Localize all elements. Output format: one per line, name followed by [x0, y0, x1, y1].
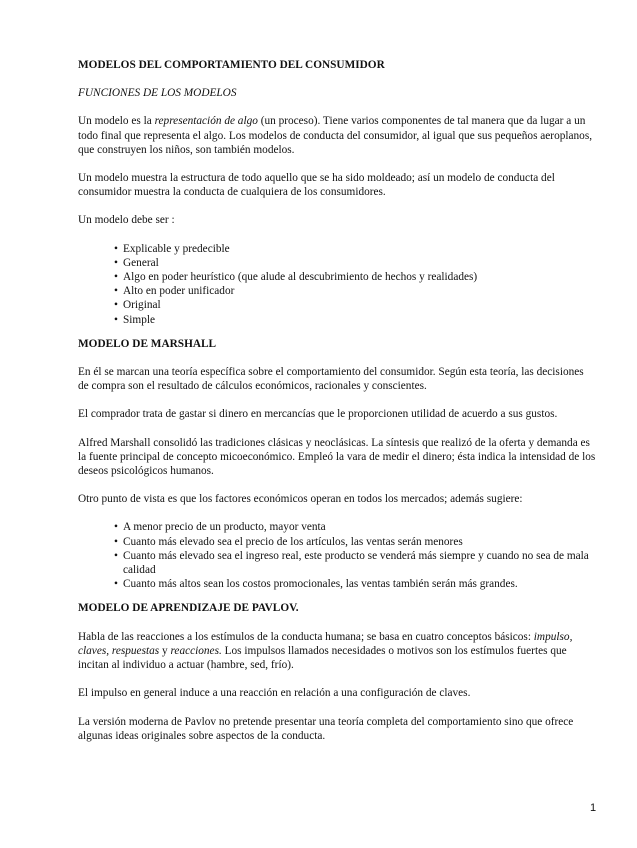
- marshall-suggestions-list: [78, 520, 596, 591]
- paragraph-intro-1: Un modelo es la representación de algo (un proceso). Tiene varios componentes de tal manera que da lugar a un todo final que representa el algo. Los modelos de conducta del consumidor, al igual que sus pequeños aeroplanos, que construyen los niños, son también modelos.: [78, 115, 593, 156]
- list-item: • Cuanto más altos sean los costos promocionales, las ventas también serán más grandes.: [115, 577, 596, 591]
- heading-marshall: MODELO DE MARSHALL: [78, 337, 217, 350]
- list-item: • Cuanto más elevado sea el ingreso real, este producto se venderá más siempre y cuando no sea de mala calidad: [115, 549, 596, 577]
- paragraph-marshall-3: Alfred Marshall consolidó las tradiciones clásicas y neoclásicas. La síntesis que realizó de la oferta y demanda es la fuente principal de concepto micoeconómico. Empleó la vara de medir el dinero; ésta indica la intensidad de los deseos psicológicos humanos.: [78, 436, 596, 478]
- section-subtitle-funciones: FUNCIONES DE LOS MODELOS: [78, 87, 237, 100]
- paragraph-marshall-1: En él se marcan una teoría específica sobre el comportamiento del consumidor. Según esta teoría, las decisiones de compra son el resultado de cálculos económicos, racionales y conscientes.: [78, 366, 584, 393]
- list-item: • Explicable y predecible: [115, 242, 596, 256]
- model-requirements-list: [78, 242, 596, 327]
- paragraph-pavlov-1: Habla de las reacciones a los estímulos de la conducta humana; se basa en cuatro conceptos básicos: impulso, claves, respuestas y reacciones. Los impulsos llamados necesidades o motivos son los estímulos fuertes que incitan al individuo a actuar (hambre, sed, frío).: [78, 630, 573, 672]
- paragraph-intro-2: Un modelo muestra la estructura de todo aquello que se ha sido moldeado; así un modelo de conducta del consumidor muestra la conducta de cualquiera de los consumidores.: [78, 172, 555, 199]
- list-item: • Simple: [115, 313, 596, 327]
- heading-pavlov: MODELO DE APRENDIZAJE DE PAVLOV.: [78, 602, 299, 615]
- document-title: MODELOS DEL COMPORTAMIENTO DEL CONSUMIDOR: [78, 59, 385, 71]
- paragraph-marshall-2: El comprador trata de gastar si dinero en mercancías que le proporcionen utilidad de acuerdo a sus gustos.: [78, 408, 558, 421]
- list-item: • General: [115, 256, 596, 270]
- paragraph-marshall-4: Otro punto de vista es que los factores económicos operan en todos los mercados; además sugiere:: [78, 493, 523, 506]
- list-item: • Alto en poder unificador: [115, 284, 596, 298]
- paragraph-pavlov-3: La versión moderna de Pavlov no pretende presentar una teoría completa del comportamiento sino que ofrece algunas ideas originales sobre aspectos de la conducta.: [78, 715, 574, 742]
- document-page: [78, 58, 596, 743]
- list-item: • Cuanto más elevado sea el precio de los artículos, las ventas serán menores: [115, 535, 596, 549]
- list-item: • Original: [115, 298, 596, 312]
- page-number: 1: [590, 802, 597, 814]
- list-item: • A menor precio de un producto, mayor venta: [115, 520, 596, 534]
- paragraph-pavlov-2: El impulso en general induce a una reacción en relación a una configuración de claves.: [78, 687, 471, 700]
- paragraph-intro-3: Un modelo debe ser :: [78, 214, 175, 227]
- list-item: • Algo en poder heurístico (que alude al descubrimiento de hechos y realidades): [115, 270, 596, 284]
